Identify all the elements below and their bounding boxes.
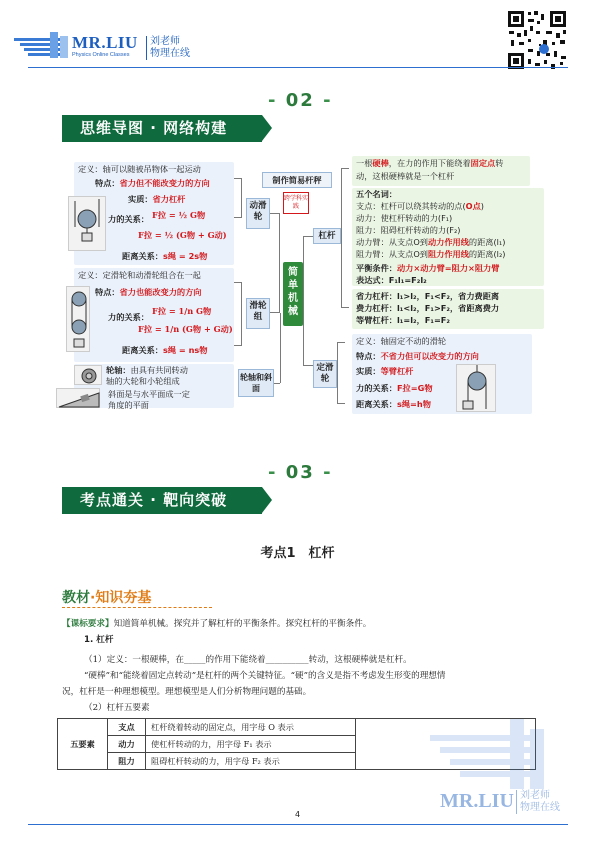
lever-five-terms: 五个名词： <box>356 189 397 199</box>
fixed-pulley-figure <box>456 364 496 412</box>
curriculum-req: 【课标要求】知道简单机械。探究并了解杠杆的平衡条件。探究杠杆的平衡条件。 <box>62 619 372 629</box>
connector-lever <box>341 168 349 308</box>
kaodian-title: 考点1 杠杆 <box>260 546 335 561</box>
center-node: 简 单 机 械 <box>283 262 303 326</box>
zu-formula-2: F拉 = 1/n (G物 + G动) <box>138 324 233 334</box>
lever-def-1: 一根硬棒，在力的作用下能绕着固定点转 <box>356 158 504 168</box>
node-steelyard: 制作简易杆秤 <box>262 172 332 188</box>
zu-distance: 距离关系：s绳 = ns物 <box>122 345 208 355</box>
lever-load: 阻力：阻碍杠杆转动的力(F₂) <box>356 225 461 235</box>
zu-feature: 特点：省力也能改变力的方向 <box>95 287 202 297</box>
lever-fulcrum: 支点：杠杆可以绕其转动的点(O点) <box>356 201 484 211</box>
para-five-elements: （2）杠杆五要素 <box>84 703 150 713</box>
table-value: 阻碍杠杆转动的力，用字母 F₂ 表示 <box>146 753 356 770</box>
incline-icon <box>57 389 101 409</box>
incline-figure <box>56 388 100 408</box>
section-number-text: 02 <box>285 90 315 111</box>
brand-subtitle: Physics Online Classes <box>72 52 130 58</box>
node-lever: 杠杆 <box>313 228 341 244</box>
dong-force-label: 力的关系： <box>108 214 149 224</box>
fixed-feature: 特点：不省力但可以改变力的方向 <box>356 351 479 361</box>
connector-lz <box>274 383 280 384</box>
lever-effort-arm: 动力臂：从支点O到动力作用线的距离(l₁) <box>356 237 506 247</box>
lunzhou-def-2: 轴的大轮和小轮组成 <box>106 376 180 386</box>
lever-def-2: 动，这根硬棒就是一个杠杆 <box>356 171 455 181</box>
table-value: 使杠杆转动的力，用字母 F₁ 表示 <box>146 736 356 753</box>
brand-chinese <box>146 36 190 60</box>
connector-mid <box>270 213 280 313</box>
node-dong-pulley: 动滑轮 <box>246 198 270 229</box>
footer-divider <box>28 824 568 825</box>
lever-balance: 平衡条件：动力×动力臂=阻力×阻力臂 <box>356 263 500 273</box>
page-number: 4 <box>294 810 301 819</box>
connector-fixed <box>337 342 345 404</box>
table-key: 支点 <box>108 719 146 736</box>
connector-vertical <box>280 313 281 383</box>
pulley-block-figure <box>66 286 90 352</box>
brand-name: MR.LIU <box>72 33 138 52</box>
watermark-brand: MR.LIU <box>440 790 514 812</box>
fixed-def: 定义：轴固定不动的滑轮 <box>356 336 447 346</box>
incline-def-2: 角度的平面 <box>108 400 149 410</box>
interdisciplinary-tag: 跨学科实践 <box>283 192 309 214</box>
fixed-essence: 实质：等臂杠杆 <box>356 366 414 376</box>
section-number-text: 03 <box>285 462 315 483</box>
textbook-underline <box>62 607 212 608</box>
table-key: 动力 <box>108 736 146 753</box>
dong-feature: 特点：省力但不能改变力的方向 <box>95 178 210 188</box>
section-number-02: - 02 - <box>268 90 333 111</box>
section-banner-kaodian: 考点通关 · 靶向突破 <box>62 487 262 514</box>
lever-heading: 1. 杠杆 <box>84 635 114 645</box>
connector-dong <box>234 178 242 218</box>
lever-type-equal: 等臂杠杆：l₁=l₂，F₁=F₂ <box>356 315 450 325</box>
para-definition: （1）定义：一根硬棒，在_____的作用下能绕着__________转动，这根硬棒就是杠杆。 <box>84 655 412 665</box>
fixed-distance: 距离关系：s绳=h物 <box>356 399 431 409</box>
node-pulley-block: 滑轮组 <box>246 298 270 329</box>
para-hard-rod: “硬棒”和“能绕着固定点转动”是杠杆的两个关键特征。“硬”的含义是指不考虑发生形变的理想情 <box>84 671 446 681</box>
watermark-bars-icon <box>420 715 570 795</box>
incline-def-1: 斜面是与水平面成一定 <box>108 389 190 399</box>
lever-type-distance: 费力杠杆：l₁<l₂，F₁>F₂，省距离费力 <box>356 303 500 313</box>
lever-load-arm: 阻力臂：从支点O到阻力作用线的距离(l₂) <box>356 249 506 259</box>
movable-pulley-figure <box>68 196 106 251</box>
watermark-cn: 刘老师 物理在线 <box>516 790 560 814</box>
fixed-pulley-icon <box>457 365 497 413</box>
dong-formula-2: F拉 = ½ (G物 + G动) <box>138 230 227 240</box>
fixed-force: 力的关系：F拉=G物 <box>356 383 433 393</box>
section-number-03: - 03 - <box>268 462 333 483</box>
lever-expression: 表达式：F₁l₁=F₂l₂ <box>356 275 427 285</box>
table-group-cell: 五要素 <box>58 719 108 770</box>
pulley-block-icon <box>67 287 91 353</box>
qr-code-icon <box>506 9 568 71</box>
node-wheel-incline: 轮轴和斜面 <box>238 369 274 397</box>
wheel-axle-figure <box>74 365 102 385</box>
para-ideal-model: 况，杠杆是一种理想模型。理想模型是人们分析物理问题的基础。 <box>62 687 312 697</box>
textbook-heading: 教材·知识夯基 <box>62 590 152 606</box>
connector-right <box>303 236 313 366</box>
lunzhou-def-1: 轮轴：由具有共同转动 <box>106 365 188 375</box>
brand-cn-line2: 物理在线 <box>150 48 190 59</box>
dong-distance: 距离关系：s绳 = 2s物 <box>122 251 208 261</box>
dong-def: 定义：轴可以随被吊物体一起运动 <box>78 164 201 174</box>
zu-force-label: 力的关系： <box>108 312 149 322</box>
zu-formula-1: F拉 = 1/n G物 <box>152 306 212 316</box>
brand-cn-line1: 刘老师 <box>150 36 180 47</box>
zu-def: 定义：定滑轮和动滑轮组合在一起 <box>78 270 201 280</box>
dong-essence: 实质：省力杠杆 <box>128 194 186 204</box>
section-banner-mindmap: 思维导图 · 网络构建 <box>62 115 262 142</box>
table-key: 阻力 <box>108 753 146 770</box>
table-value: 杠杆绕着转动的固定点，用字母 O 表示 <box>146 719 356 736</box>
header-divider <box>28 67 568 68</box>
connector-zu <box>234 282 242 346</box>
lever-type-force: 省力杠杆：l₁>l₂，F₁<F₂，省力费距离 <box>356 291 500 301</box>
wheel-axle-icon <box>75 366 103 386</box>
node-fixed-pulley: 定滑轮 <box>313 360 337 388</box>
dong-formula-1: F拉 = ½ G物 <box>152 210 206 220</box>
lever-effort: 动力：使杠杆转动的力(F₁) <box>356 213 453 223</box>
movable-pulley-icon <box>69 197 107 252</box>
